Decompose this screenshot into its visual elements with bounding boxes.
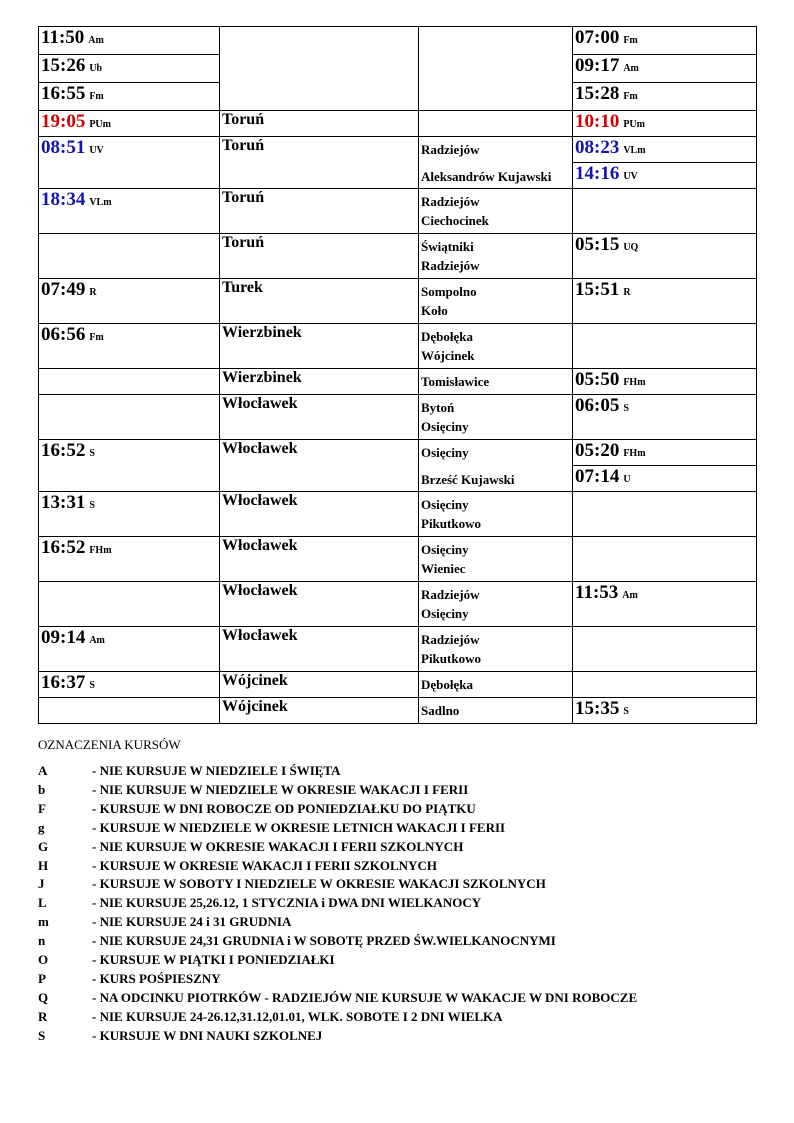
right-time-cell bbox=[573, 324, 757, 369]
departure-time bbox=[41, 111, 111, 132]
left-time-cell bbox=[39, 189, 220, 234]
legend-description: - NIE KURSUJE W NIEDZIELE W OKRESIE WAKACJI I FERII bbox=[92, 781, 469, 797]
timetable bbox=[38, 26, 757, 724]
legend-item bbox=[38, 932, 738, 951]
via-cell bbox=[419, 324, 573, 369]
course-code: S bbox=[89, 680, 95, 691]
legend-item bbox=[38, 781, 738, 800]
departure-time bbox=[41, 324, 104, 345]
time-value: 08:23 bbox=[575, 137, 620, 158]
destination-cell bbox=[220, 395, 419, 440]
via-stop: Brześć Kujawski bbox=[421, 472, 515, 487]
legend-description: - NIE KURSUJE 24,31 GRUDNIA i W SOBOTĘ PRZED ŚW.WIELKANOCNYMI bbox=[92, 933, 556, 949]
course-code: Ub bbox=[89, 63, 103, 74]
legend-item bbox=[38, 800, 738, 819]
left-time-cell bbox=[39, 440, 220, 492]
course-code: Am bbox=[89, 635, 105, 646]
destination-cell bbox=[220, 137, 419, 189]
legend bbox=[38, 762, 738, 1046]
destination: Toruń bbox=[222, 111, 265, 128]
right-time-cell bbox=[573, 672, 757, 698]
course-code: FHm bbox=[623, 448, 646, 459]
departure-time bbox=[41, 137, 104, 158]
legend-item bbox=[38, 838, 738, 857]
right-time-cell bbox=[573, 395, 757, 440]
via-stop: Osięciny bbox=[421, 542, 469, 557]
legend-key: R bbox=[38, 1008, 48, 1024]
table-row bbox=[39, 537, 757, 582]
departure-time bbox=[41, 55, 103, 76]
left-time-cell bbox=[39, 234, 220, 279]
time-value: 10:10 bbox=[575, 111, 620, 132]
left-time-cell bbox=[39, 369, 220, 395]
destination-cell bbox=[220, 27, 419, 111]
destination-cell bbox=[220, 537, 419, 582]
time-value: 16:55 bbox=[41, 83, 86, 104]
course-code: S bbox=[623, 706, 629, 717]
destination-cell bbox=[220, 672, 419, 698]
time-value: 09:17 bbox=[575, 55, 620, 76]
time-value: 15:35 bbox=[575, 698, 620, 719]
destination: Wierzbinek bbox=[222, 324, 302, 341]
destination: Włocławek bbox=[222, 395, 298, 412]
via-stop: Tomisławice bbox=[421, 374, 490, 389]
course-code: Fm bbox=[623, 91, 638, 102]
table-row bbox=[39, 698, 757, 724]
time-value: 05:15 bbox=[575, 234, 620, 255]
time-value: 16:52 bbox=[41, 537, 86, 558]
via-cell bbox=[419, 111, 573, 137]
legend-key: F bbox=[38, 800, 46, 816]
legend-description: - NIE KURSUJE W OKRESIE WAKACJI I FERII SZKOLNYCH bbox=[92, 838, 464, 854]
left-time-cell bbox=[39, 324, 220, 369]
time-value: 07:14 bbox=[575, 466, 620, 487]
course-code: Am bbox=[623, 63, 639, 74]
time-value: 13:31 bbox=[41, 492, 86, 513]
via-stop: Dębołęka bbox=[421, 329, 473, 344]
table-row bbox=[39, 440, 757, 466]
time-value: 07:49 bbox=[41, 279, 86, 300]
table-row bbox=[39, 627, 757, 672]
time-value: 11:50 bbox=[41, 27, 85, 48]
legend-key: L bbox=[38, 895, 47, 911]
legend-description: - NIE KURSUJE 24-26.12,31.12,01.01, WLK. SOBOTE I 2 DNI WIELKA bbox=[92, 1008, 503, 1024]
course-code: Am bbox=[88, 35, 104, 46]
table-row bbox=[39, 137, 757, 163]
destination-cell bbox=[220, 492, 419, 537]
departure-time bbox=[575, 27, 638, 48]
table-row bbox=[39, 189, 757, 234]
via-stop: Świątniki bbox=[421, 239, 474, 254]
departure-time bbox=[41, 279, 97, 300]
legend-description: - NIE KURSUJE 25,26.12, 1 STYCZNIA i DWA DNI WIELKANOCY bbox=[92, 895, 482, 911]
course-code: Fm bbox=[623, 35, 638, 46]
legend-item bbox=[38, 875, 738, 894]
destination: Włocławek bbox=[222, 440, 298, 457]
destination: Wierzbinek bbox=[222, 369, 302, 386]
destination-cell bbox=[220, 324, 419, 369]
left-time-cell bbox=[39, 27, 220, 55]
course-code: PUm bbox=[89, 119, 111, 130]
legend-item bbox=[38, 989, 738, 1008]
via-stop: Pikutkowo bbox=[421, 516, 481, 531]
right-time-cell bbox=[573, 234, 757, 279]
destination: Włocławek bbox=[222, 627, 298, 644]
right-time-cell bbox=[573, 55, 757, 83]
departure-time bbox=[575, 395, 629, 416]
left-time-cell bbox=[39, 537, 220, 582]
legend-key: n bbox=[38, 933, 46, 949]
destination: Toruń bbox=[222, 234, 265, 251]
legend-item bbox=[38, 970, 738, 989]
right-time-cell bbox=[573, 27, 757, 55]
right-time-cell bbox=[573, 582, 757, 627]
timetable-body bbox=[39, 27, 757, 724]
time-value: 15:26 bbox=[41, 55, 86, 76]
departure-time bbox=[575, 137, 646, 158]
course-code: FHm bbox=[89, 545, 112, 556]
right-time-cell bbox=[573, 189, 757, 234]
table-row bbox=[39, 27, 757, 55]
left-time-cell bbox=[39, 137, 220, 189]
legend-key: P bbox=[38, 970, 46, 986]
time-value: 16:37 bbox=[41, 672, 86, 693]
departure-time bbox=[41, 672, 95, 693]
departure-time bbox=[575, 55, 639, 76]
legend-item bbox=[38, 1008, 738, 1027]
left-time-cell bbox=[39, 582, 220, 627]
via-cell bbox=[419, 234, 573, 279]
legend-item bbox=[38, 1027, 738, 1046]
via-stop: Ciechocinek bbox=[421, 213, 489, 228]
legend-key: H bbox=[38, 857, 49, 873]
table-row bbox=[39, 582, 757, 627]
destination: Włocławek bbox=[222, 582, 298, 599]
right-time-cell bbox=[573, 279, 757, 324]
right-time-cell bbox=[573, 111, 757, 137]
departure-time bbox=[41, 537, 112, 558]
time-value: 08:51 bbox=[41, 137, 86, 158]
right-time-cell bbox=[573, 466, 757, 492]
table-row bbox=[39, 324, 757, 369]
right-time-cell bbox=[573, 137, 757, 163]
departure-time bbox=[575, 698, 629, 719]
via-stop: Osięciny bbox=[421, 497, 469, 512]
via-cell bbox=[419, 698, 573, 724]
legend-description: - NIE KURSUJE 24 i 31 GRUDNIA bbox=[92, 914, 292, 930]
legend-description: - KURS POŚPIESZNY bbox=[92, 970, 221, 986]
legend-key: b bbox=[38, 781, 46, 797]
destination: Włocławek bbox=[222, 492, 298, 509]
legend-description: - KURSUJE W DNI ROBOCZE OD PONIEDZIAŁKU DO PIĄTKU bbox=[92, 800, 476, 816]
destination: Toruń bbox=[222, 137, 265, 154]
destination: Włocławek bbox=[222, 537, 298, 554]
right-time-cell bbox=[573, 369, 757, 395]
legend-description: - KURSUJE W SOBOTY I NIEDZIELE W OKRESIE WAKACJI SZKOLNYCH bbox=[92, 876, 546, 892]
via-stop: Radziejów bbox=[421, 142, 480, 157]
via-cell bbox=[419, 27, 573, 111]
legend-item bbox=[38, 857, 738, 876]
legend-key: Q bbox=[38, 989, 49, 1005]
destination-cell bbox=[220, 189, 419, 234]
legend-key: A bbox=[38, 763, 48, 778]
table-row bbox=[39, 234, 757, 279]
destination-cell bbox=[220, 627, 419, 672]
via-stop: Aleksandrów Kujawski bbox=[421, 169, 552, 184]
course-code: U bbox=[623, 474, 631, 485]
departure-time bbox=[41, 83, 104, 104]
course-code: R bbox=[89, 287, 97, 298]
departure-time bbox=[575, 234, 639, 255]
right-time-cell bbox=[573, 83, 757, 111]
table-row bbox=[39, 672, 757, 698]
legend-description: - KURSUJE W OKRESIE WAKACJI I FERII SZKOLNYCH bbox=[92, 857, 437, 873]
departure-time bbox=[575, 440, 646, 461]
course-code: FHm bbox=[623, 377, 646, 388]
course-code: Fm bbox=[89, 332, 104, 343]
course-code: S bbox=[89, 448, 95, 459]
departure-time bbox=[575, 582, 638, 603]
via-stop: Radziejów bbox=[421, 587, 480, 602]
via-cell bbox=[419, 440, 573, 492]
departure-time bbox=[575, 279, 631, 300]
via-stop: Wieniec bbox=[421, 561, 466, 576]
via-cell bbox=[419, 627, 573, 672]
departure-time bbox=[575, 83, 638, 104]
time-value: 16:52 bbox=[41, 440, 86, 461]
via-cell bbox=[419, 537, 573, 582]
table-row bbox=[39, 111, 757, 137]
destination-cell bbox=[220, 582, 419, 627]
time-value: 18:34 bbox=[41, 189, 86, 210]
via-stop: Pikutkowo bbox=[421, 651, 481, 666]
destination: Wójcinek bbox=[222, 672, 288, 689]
legend-key: g bbox=[38, 819, 45, 835]
course-code: R bbox=[623, 287, 631, 298]
via-cell bbox=[419, 492, 573, 537]
time-value: 15:51 bbox=[575, 279, 620, 300]
departure-time bbox=[41, 492, 95, 513]
via-stop: Osięciny bbox=[421, 445, 469, 460]
departure-time bbox=[41, 440, 95, 461]
right-time-cell bbox=[573, 698, 757, 724]
legend-item bbox=[38, 894, 738, 913]
course-code: Fm bbox=[89, 91, 104, 102]
left-time-cell bbox=[39, 279, 220, 324]
right-time-cell bbox=[573, 163, 757, 189]
table-row bbox=[39, 279, 757, 324]
course-code: S bbox=[89, 500, 95, 511]
destination-cell bbox=[220, 698, 419, 724]
course-code: PUm bbox=[623, 119, 645, 130]
destination-cell bbox=[220, 234, 419, 279]
left-time-cell bbox=[39, 83, 220, 111]
destination: Toruń bbox=[222, 189, 265, 206]
time-value: 07:00 bbox=[575, 27, 620, 48]
time-value: 05:20 bbox=[575, 440, 620, 461]
time-value: 19:05 bbox=[41, 111, 86, 132]
departure-time bbox=[575, 111, 645, 132]
legend-item bbox=[38, 819, 738, 838]
course-code: UV bbox=[89, 145, 104, 156]
departure-time bbox=[575, 369, 646, 390]
via-stop: Radziejów bbox=[421, 258, 480, 273]
time-value: 09:14 bbox=[41, 627, 86, 648]
departure-time bbox=[575, 163, 638, 184]
departure-time bbox=[41, 627, 105, 648]
via-stop: Osięciny bbox=[421, 606, 469, 621]
legend-key: S bbox=[38, 1027, 46, 1043]
legend-description: - KURSUJE W DNI NAUKI SZKOLNEJ bbox=[92, 1027, 323, 1043]
left-time-cell bbox=[39, 111, 220, 137]
via-cell bbox=[419, 137, 573, 189]
table-row bbox=[39, 492, 757, 537]
legend-item bbox=[38, 951, 738, 970]
left-time-cell bbox=[39, 698, 220, 724]
right-time-cell bbox=[573, 627, 757, 672]
legend-key: G bbox=[38, 838, 49, 854]
time-value: 06:56 bbox=[41, 324, 86, 345]
via-stop: Wójcinek bbox=[421, 348, 475, 363]
left-time-cell bbox=[39, 627, 220, 672]
via-cell bbox=[419, 369, 573, 395]
left-time-cell bbox=[39, 672, 220, 698]
legend-description: - NIE KURSUJE W NIEDZIELE I ŚWIĘTA bbox=[92, 763, 341, 778]
departure-time bbox=[41, 27, 104, 48]
course-code: S bbox=[623, 403, 629, 414]
right-time-cell bbox=[573, 440, 757, 466]
legend-description: - NA ODCINKU PIOTRKÓW - RADZIEJÓW NIE KURSUJE W WAKACJE W DNI ROBOCZE bbox=[92, 989, 638, 1005]
via-cell bbox=[419, 395, 573, 440]
legend-item bbox=[38, 913, 738, 932]
legend-description: - KURSUJE W NIEDZIELE W OKRESIE LETNICH WAKACJI I FERII bbox=[92, 819, 506, 835]
destination-cell bbox=[220, 279, 419, 324]
via-stop: Radziejów bbox=[421, 194, 480, 209]
legend-item bbox=[38, 762, 738, 781]
destination-cell bbox=[220, 440, 419, 492]
via-stop: Bytoń bbox=[421, 400, 455, 415]
via-cell bbox=[419, 672, 573, 698]
destination-cell bbox=[220, 369, 419, 395]
departure-time bbox=[575, 466, 631, 487]
time-value: 11:53 bbox=[575, 582, 619, 603]
left-time-cell bbox=[39, 395, 220, 440]
via-cell bbox=[419, 279, 573, 324]
table-row bbox=[39, 369, 757, 395]
via-stop: Dębołęka bbox=[421, 677, 473, 692]
right-time-cell bbox=[573, 492, 757, 537]
course-code: UQ bbox=[623, 242, 639, 253]
course-code: VLm bbox=[89, 197, 112, 208]
time-value: 05:50 bbox=[575, 369, 620, 390]
via-stop: Radziejów bbox=[421, 632, 480, 647]
via-stop: Koło bbox=[421, 303, 448, 318]
destination-cell bbox=[220, 111, 419, 137]
via-stop: Osięciny bbox=[421, 419, 469, 434]
course-code: UV bbox=[623, 171, 638, 182]
legend-key: J bbox=[38, 876, 45, 892]
time-value: 06:05 bbox=[575, 395, 620, 416]
course-code: VLm bbox=[623, 145, 646, 156]
left-time-cell bbox=[39, 492, 220, 537]
legend-key: m bbox=[38, 914, 49, 930]
right-time-cell bbox=[573, 537, 757, 582]
legend-description: - KURSUJE W PIĄTKI I PONIEDZIAŁKI bbox=[92, 952, 335, 968]
via-stop: Sadlno bbox=[421, 703, 460, 718]
via-cell bbox=[419, 582, 573, 627]
course-code: Am bbox=[622, 590, 638, 601]
table-row bbox=[39, 395, 757, 440]
via-stop: Sompolno bbox=[421, 284, 477, 299]
time-value: 14:16 bbox=[575, 163, 620, 184]
legend-title: OZNACZENIA KURSÓW bbox=[38, 737, 181, 752]
legend-key: O bbox=[38, 952, 49, 968]
via-cell bbox=[419, 189, 573, 234]
destination: Wójcinek bbox=[222, 698, 288, 715]
destination: Turek bbox=[222, 279, 263, 296]
left-time-cell bbox=[39, 55, 220, 83]
departure-time bbox=[41, 189, 112, 210]
time-value: 15:28 bbox=[575, 83, 620, 104]
